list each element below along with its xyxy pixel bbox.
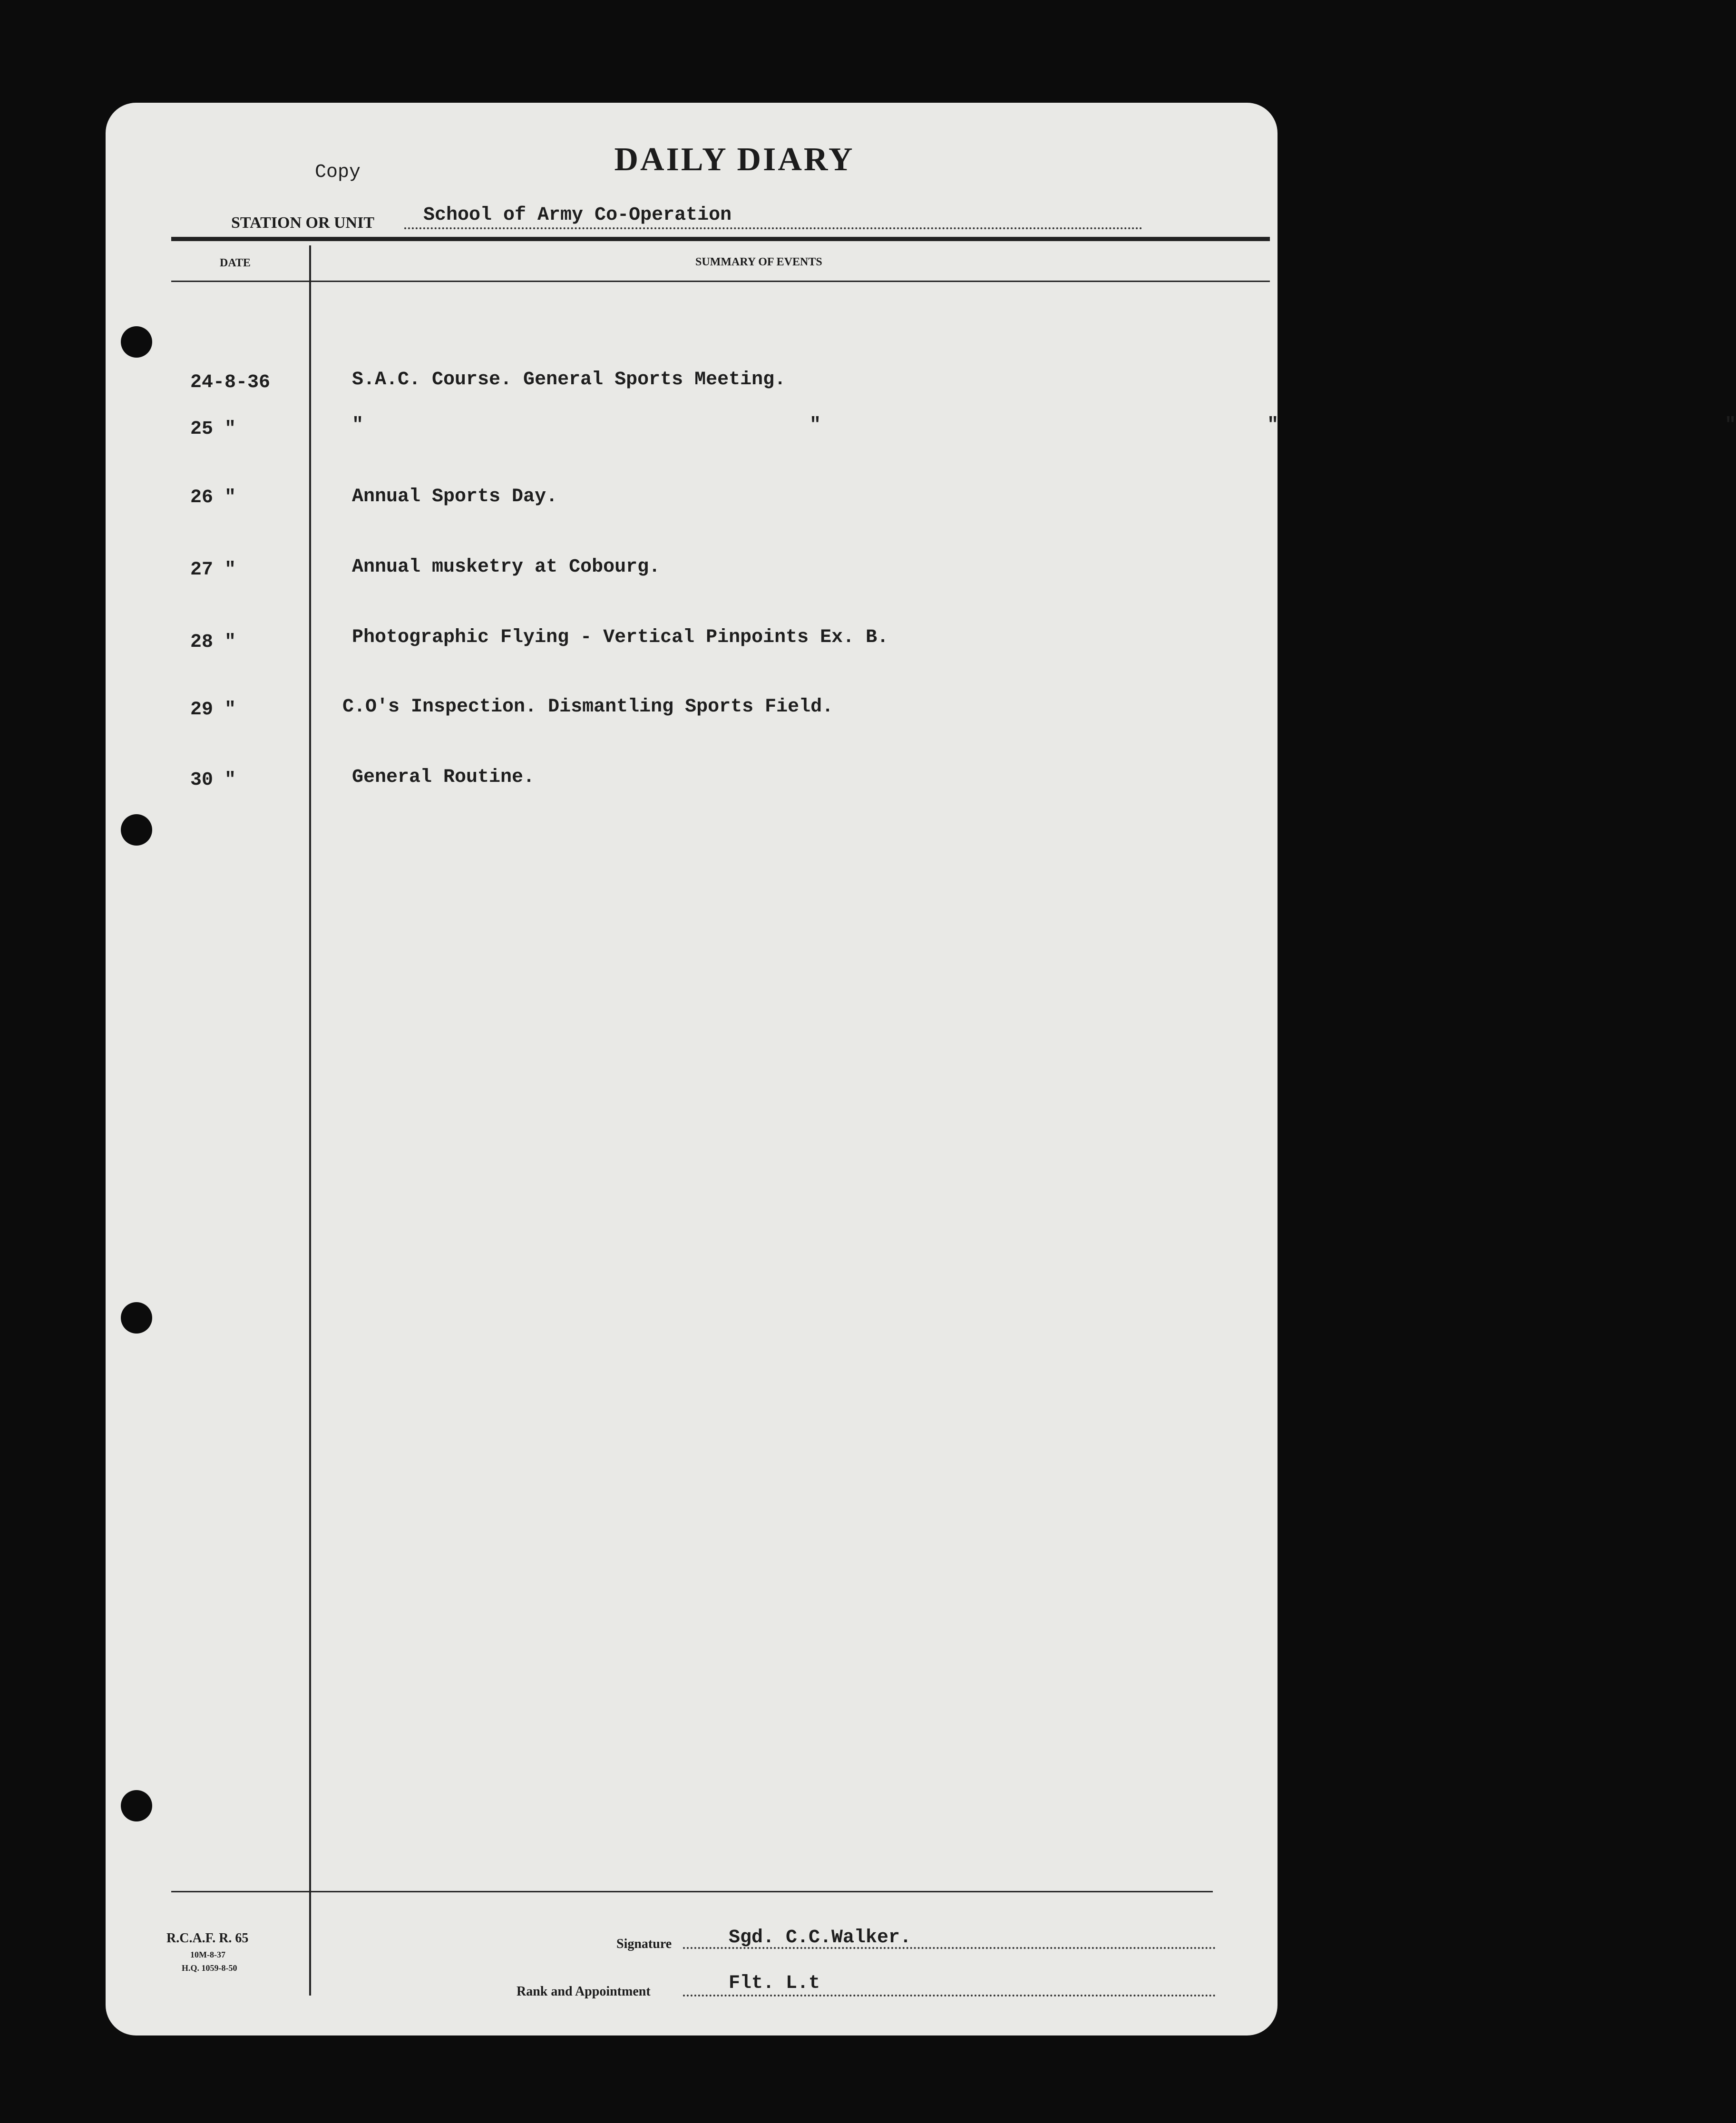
signature-label: Signature (616, 1937, 672, 1951)
entry-date: 28 " (190, 632, 236, 653)
entry-date: 29 " (190, 699, 236, 721)
station-value: School of Army Co-Operation (423, 205, 732, 226)
entry-summary: C.O's Inspection. Dismantling Sports Field. (342, 696, 834, 718)
entry-date: 25 " (190, 419, 236, 440)
page-title: DAILY DIARY (614, 141, 855, 178)
form-code-2: H.Q. 1059-8-50 (182, 1963, 237, 1973)
punch-hole (121, 326, 152, 358)
column-heading-date: DATE (220, 257, 251, 269)
entry-summary: Annual musketry at Cobourg. (352, 556, 661, 578)
station-label: STATION OR UNIT (231, 214, 375, 232)
column-heading-summary: SUMMARY OF EVENTS (695, 256, 822, 268)
entry-summary: S.A.C. Course. General Sports Meeting. (352, 369, 786, 390)
rank-value: Flt. L.t (729, 1973, 820, 1994)
entry-date: 26 " (190, 487, 236, 508)
entry-summary: " " " " (352, 415, 1736, 436)
entry-summary: Photographic Flying - Vertical Pinpoints Ex. B. (352, 627, 889, 648)
entry-date: 30 " (190, 769, 236, 791)
diary-sheet (106, 103, 1736, 2035)
bottom-rule (171, 1891, 1213, 1892)
punch-hole (121, 814, 152, 846)
punch-hole (121, 1302, 152, 1334)
rank-label: Rank and Appointment (517, 1984, 651, 1999)
header-rule-bottom (171, 281, 1270, 282)
form-code-1: 10M-8-37 (190, 1950, 225, 1959)
punch-hole (121, 1790, 152, 1821)
rank-dotted-line (683, 1995, 1216, 1996)
form-id: R.C.A.F. R. 65 (166, 1931, 249, 1946)
entry-date: 27 " (190, 559, 236, 581)
date-column-divider (309, 245, 311, 1996)
entry-date: 24-8-36 (190, 372, 271, 393)
entry-summary: Annual Sports Day. (352, 486, 558, 507)
header-rule-top (171, 237, 1270, 241)
station-dotted-line (404, 227, 1142, 229)
signature-value: Sgd. C.C.Walker. (729, 1927, 912, 1948)
copy-label: Copy (315, 162, 361, 183)
entry-summary: General Routine. (352, 767, 535, 788)
